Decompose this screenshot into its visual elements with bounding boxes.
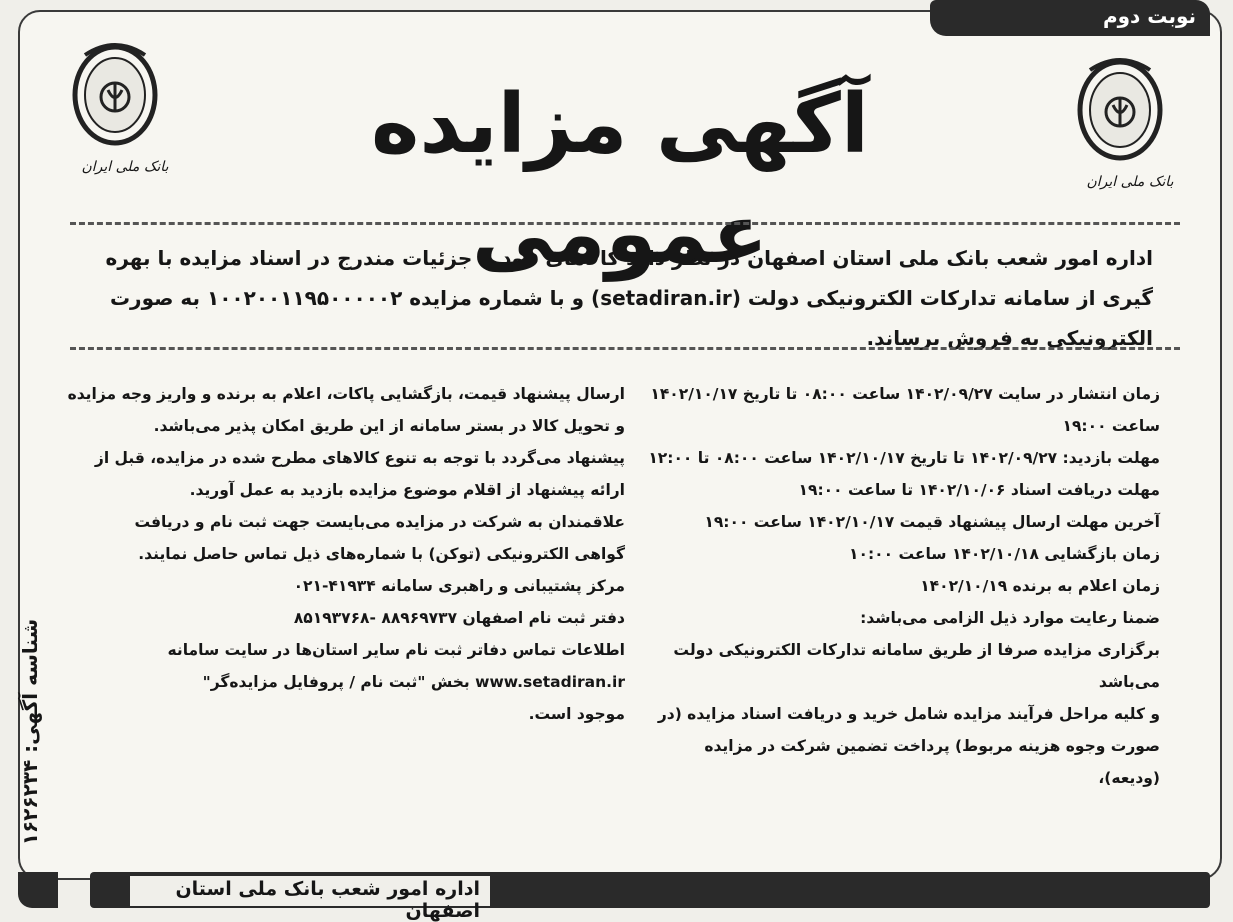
right-line: برگزاری مزایده صرفا از طریق سامانه تدارکات الکترونیکی دولت می‌باشد <box>673 641 1160 691</box>
left-line: موجود است. <box>528 705 625 723</box>
left-line: و تحویل کالا در بستر سامانه از این طریق امکان پذیر می‌باشد. <box>153 417 625 435</box>
footer-text: اداره امور شعب بانک ملی استان اصفهان <box>175 878 480 922</box>
left-line: پیشنهاد می‌گردد با توجه به تنوع کالاهای مطرح شده در مزایده، قبل از <box>94 449 625 467</box>
bank-logo-right <box>1070 50 1190 190</box>
right-line: مهلت دریافت اسناد ۱۴۰۲/۱۰/۰۶ تا ساعت ۱۹:۰۰ <box>798 481 1160 499</box>
notice-title: آگهی مزایده عمومی <box>371 77 869 282</box>
ad-id-label: شناسه آگهی: ۱۶۲۶۲۳۴ <box>18 618 42 846</box>
right-line: ضمنا رعایت موارد ذیل الزامی می‌باشد: <box>860 609 1160 627</box>
intro-paragraph: اداره امور شعب بانک ملی استان اصفهان در نظر دارد کالاهای خود با جزئیات مندرج در اسناد مزایده با بهره گیری از سامانه تدارکات الکترونیکی دولت (setadiran.ir) و با شماره مزایده ۱۰۰۲۰۰۱۱۹۵۰۰۰۰۰۲ به صورت الکترونیکی به فروش برساند. <box>105 246 1153 350</box>
right-line: ساعت ۱۹:۰۰ <box>1062 417 1160 435</box>
logo-caption-left: بانک ملی ایران <box>81 159 169 175</box>
left-line: دفتر ثبت نام اصفهان ۸۸۹۶۹۷۳۷ -۸۵۱۹۳۷۶۸ <box>293 609 625 627</box>
right-line: زمان اعلام به برنده ۱۴۰۲/۱۰/۱۹ <box>920 577 1160 595</box>
bank-emblem-icon <box>1070 50 1170 170</box>
divider <box>70 222 1180 225</box>
right-line: صورت وجوه هزینه مربوط) پرداخت تضمین شرکت در مزایده (ودیعه)، <box>704 737 1160 787</box>
left-line: ارائه پیشنهاد از اقلام موضوع مزایده بازدید به عمل آورید. <box>189 481 625 499</box>
right-column <box>640 378 1160 794</box>
left-line: گواهی الکترونیکی (توکن) با شماره‌های ذیل تماس حاصل نمایند. <box>138 545 625 563</box>
ad-id-sidebar <box>0 600 42 900</box>
bank-emblem-icon <box>65 35 165 155</box>
right-line: مهلت بازدید: ۱۴۰۲/۰۹/۲۷ تا تاریخ ۱۴۰۲/۱۰/۱۷ ساعت ۰۸:۰۰ تا ۱۲:۰۰ <box>648 449 1160 467</box>
footer-box <box>130 876 490 922</box>
right-line: و کلیه مراحل فرآیند مزایده شامل خرید و دریافت اسناد مزایده (در <box>657 705 1160 723</box>
right-line: زمان بازگشایی ۱۴۰۲/۱۰/۱۸ ساعت ۱۰:۰۰ <box>849 545 1160 563</box>
left-column <box>65 378 625 730</box>
left-line: مرکز پشتیبانی و راهبری سامانه ۴۱۹۳۴-۰۲۱ <box>293 577 625 595</box>
right-line: زمان انتشار در سایت ۱۴۰۲/۰۹/۲۷ ساعت ۰۸:۰۰ تا تاریخ ۱۴۰۲/۱۰/۱۷ <box>650 385 1160 403</box>
footer-corner <box>18 872 58 908</box>
bank-logo-left <box>65 35 185 175</box>
round-label-box <box>930 0 1210 36</box>
logo-caption-right: بانک ملی ایران <box>1086 174 1174 190</box>
left-line: www.setadiran.ir بخش "ثبت نام / پروفایل مزایده‌گر" <box>202 673 625 691</box>
divider <box>70 347 1180 350</box>
round-label: نوبت دوم <box>1102 4 1196 28</box>
left-line: علاقمندان به شرکت در مزایده می‌بایست جهت ثبت نام و دریافت <box>134 513 625 531</box>
left-line: ارسال پیشنهاد قیمت، بازگشایی پاکات، اعلام به برنده و واریز وجه مزایده <box>67 385 625 403</box>
left-line: اطلاعات تماس دفاتر ثبت نام سایر استان‌ها در سایت سامانه <box>167 641 625 659</box>
right-line: آخرین مهلت ارسال پیشنهاد قیمت ۱۴۰۲/۱۰/۱۷ ساعت ۱۹:۰۰ <box>704 513 1160 531</box>
